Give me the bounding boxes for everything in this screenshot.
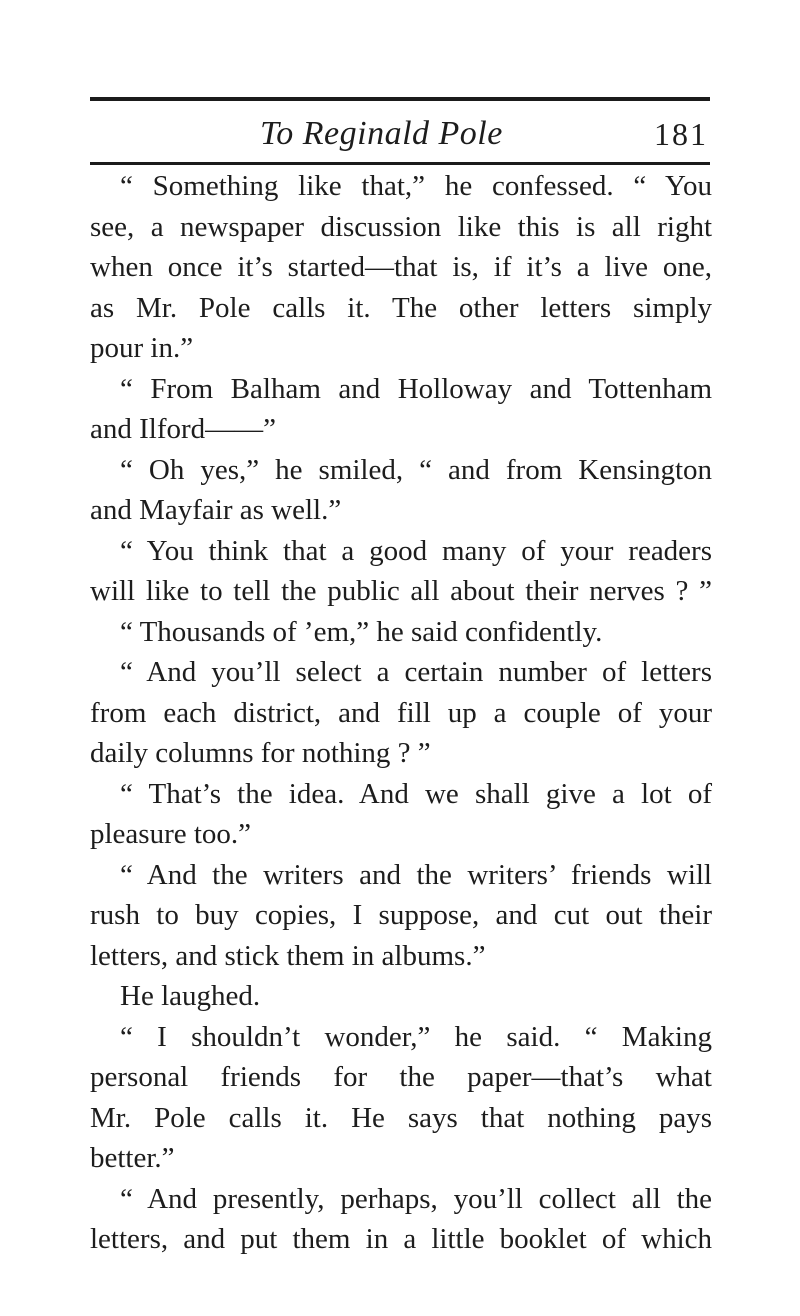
text-line: when once it’s started—that is, if it’s a live one, [90,251,712,283]
text-line: “ You think that a good many of your readers [120,534,712,567]
text-line: “ And you’ll select a certain number of letters [120,656,712,688]
text-line: rush to buy copies, I suppose, and cut out their [90,899,712,931]
header-bottom-rule [90,162,710,165]
text-line: “ From Balham and Holloway and Tottenham [120,372,712,405]
running-title: To Reginald Pole [260,115,503,152]
text-line: Mr. Pole calls it. He says that nothing pays [90,1101,712,1134]
text-line: from each district, and fill up a couple of your [90,696,712,729]
text-line: “ And the writers and the writers’ friends will [120,858,712,891]
running-head [90,112,710,158]
text-line: “ I shouldn’t wonder,” he said. “ Making [120,1020,712,1053]
text-line: “ And presently, perhaps, you’ll collect all the [120,1182,712,1215]
text-line: pour in.” [90,332,194,364]
text-line: better.” [90,1142,175,1174]
text-line: will like to tell the public all about their nerves ? ” [90,575,712,607]
text-line: as Mr. Pole calls it. The other letters simply [90,291,712,324]
text-line: He laughed. [120,980,261,1012]
text-line: letters, and stick them in albums.” [90,939,486,972]
text-line: “ That’s the idea. And we shall give a lot of [120,777,712,810]
text-line: pleasure too.” [90,818,252,850]
text-line: daily columns for nothing ? ” [90,737,431,769]
text-line: and Ilford——” [90,413,277,445]
header-top-rule [90,97,710,101]
text-line: see, a newspaper discussion like this is all right [90,210,712,243]
text-line: letters, and put them in a little booklet of which [90,1223,712,1255]
text-line: personal friends for the paper—that’s what [90,1061,712,1093]
body-text [90,166,712,1260]
text-line: “ Something like that,” he confessed. “ You [120,170,712,202]
page-number: 181 [654,116,708,152]
text-line: and Mayfair as well.” [90,494,342,526]
text-line: “ Oh yes,” he smiled, “ and from Kensington [120,453,712,486]
text-line: “ Thousands of ’em,” he said confidently. [120,615,603,648]
